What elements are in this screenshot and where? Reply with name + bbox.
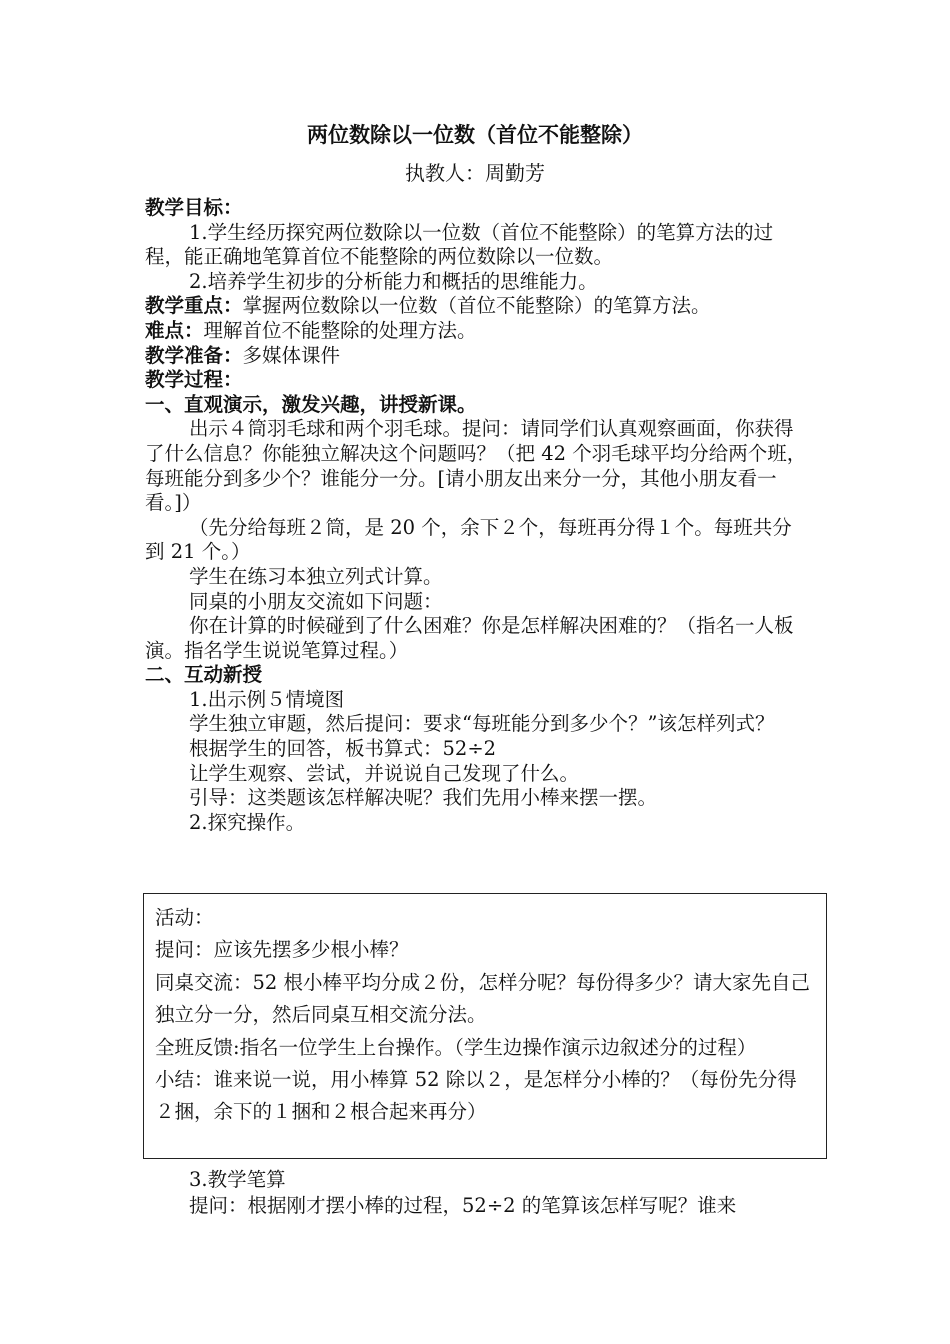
- section2-paragraph: 让学生观察、尝试，并说说自己发现了什么。: [189, 761, 580, 785]
- key-point-label: 教学重点：: [145, 294, 243, 318]
- activity-line: 全班反馈:指名一位学生上台操作。（学生边操作演示边叙述分的过程）: [155, 1035, 757, 1059]
- activity-box: [143, 893, 827, 1159]
- document-title: 两位数除以一位数（首位不能整除）: [307, 123, 643, 147]
- preparation-label: 教学准备：: [145, 343, 243, 367]
- section1-heading: 一、直观演示，激发兴趣，讲授新课。: [145, 392, 477, 416]
- key-point-text: 掌握两位数除以一位数（首位不能整除）的笔算方法。: [242, 294, 711, 318]
- preparation-text: 多媒体课件: [242, 343, 341, 367]
- activity-line: 提问：应该先摆多少根小棒？: [155, 938, 409, 962]
- goals-heading: 教学目标：: [145, 196, 243, 219]
- difficulty-label: 难点：: [145, 318, 204, 342]
- section1-paragraph: 出示４筒羽毛球和两个羽毛球。提问：请同学们认真观察画面，你获得了什么信息？你能独立解决这个问题吗？（把 42 个羽毛球平均分给两个班，每班能分到多少个？谁能分一分。[请小朋友出来分一分，其他小朋友看一看。]）: [145, 417, 807, 515]
- section2-paragraph: 学生独立审题，然后提问：要求“每班能分到多少个？”该怎样列式？: [189, 712, 775, 736]
- section1-paragraph: （先分给每班２筒，是 20 个，余下２个，每班再分得１个。每班共分到 21 个。）: [145, 515, 792, 564]
- section2-paragraph: 2.探究操作。: [189, 810, 306, 834]
- activity-line: 活动：: [155, 906, 214, 929]
- section1-paragraph: 你在计算的时候碰到了什么困难？你是怎样解决困难的？（指名一人板演。指名学生说说笔算过程。）: [145, 614, 794, 662]
- author-line: 执教人：周勤芳: [405, 161, 545, 185]
- section2-paragraph: 引导：这类题该怎样解决呢？我们先用小棒来摆一摆。: [189, 786, 658, 810]
- section2-heading: 二、互动新授: [145, 663, 263, 687]
- preparation-line: [145, 344, 810, 369]
- section1-paragraph: 同桌的小朋友交流如下问题：: [189, 589, 443, 613]
- activity-line: 小结：谁来说一说，用小棒算 52 除以２，是怎样分小棒的？（每份先分得２捆，余下的１捆和２根合起来再分）: [155, 1068, 797, 1124]
- section3-paragraph: 提问：根据刚才摆小棒的过程，52÷2 的笔算该怎样写呢？谁来: [189, 1194, 737, 1217]
- section3-body: [145, 1167, 810, 1219]
- goal-item-1: 1.学生经历探究两位数除以一位数（首位不能整除）的笔算方法的过程，能正确地笔算首位不能整除的两位数除以一位数。: [145, 220, 774, 269]
- lesson-body: [145, 196, 810, 835]
- process-heading: 教学过程：: [145, 368, 243, 392]
- section3-paragraph: 3.教学笔算: [189, 1168, 286, 1191]
- section2-paragraph: 1.出示例５情境图: [189, 687, 345, 711]
- goal-item-2: 2.培养学生初步的分析能力和概括的思维能力。: [189, 269, 598, 293]
- section2-paragraph: 根据学生的回答，板书算式：52÷2: [189, 737, 497, 761]
- key-point-line: [145, 294, 810, 319]
- difficulty-text: 理解首位不能整除的处理方法。: [203, 318, 477, 342]
- section1-paragraph: 学生在练习本独立列式计算。: [189, 564, 443, 588]
- difficulty-line: [145, 319, 810, 344]
- activity-line: 同桌交流：52 根小棒平均分成２份，怎样分呢？每份得多少？请大家先自己独立分一分，然后同桌互相交流分法。: [155, 970, 811, 1027]
